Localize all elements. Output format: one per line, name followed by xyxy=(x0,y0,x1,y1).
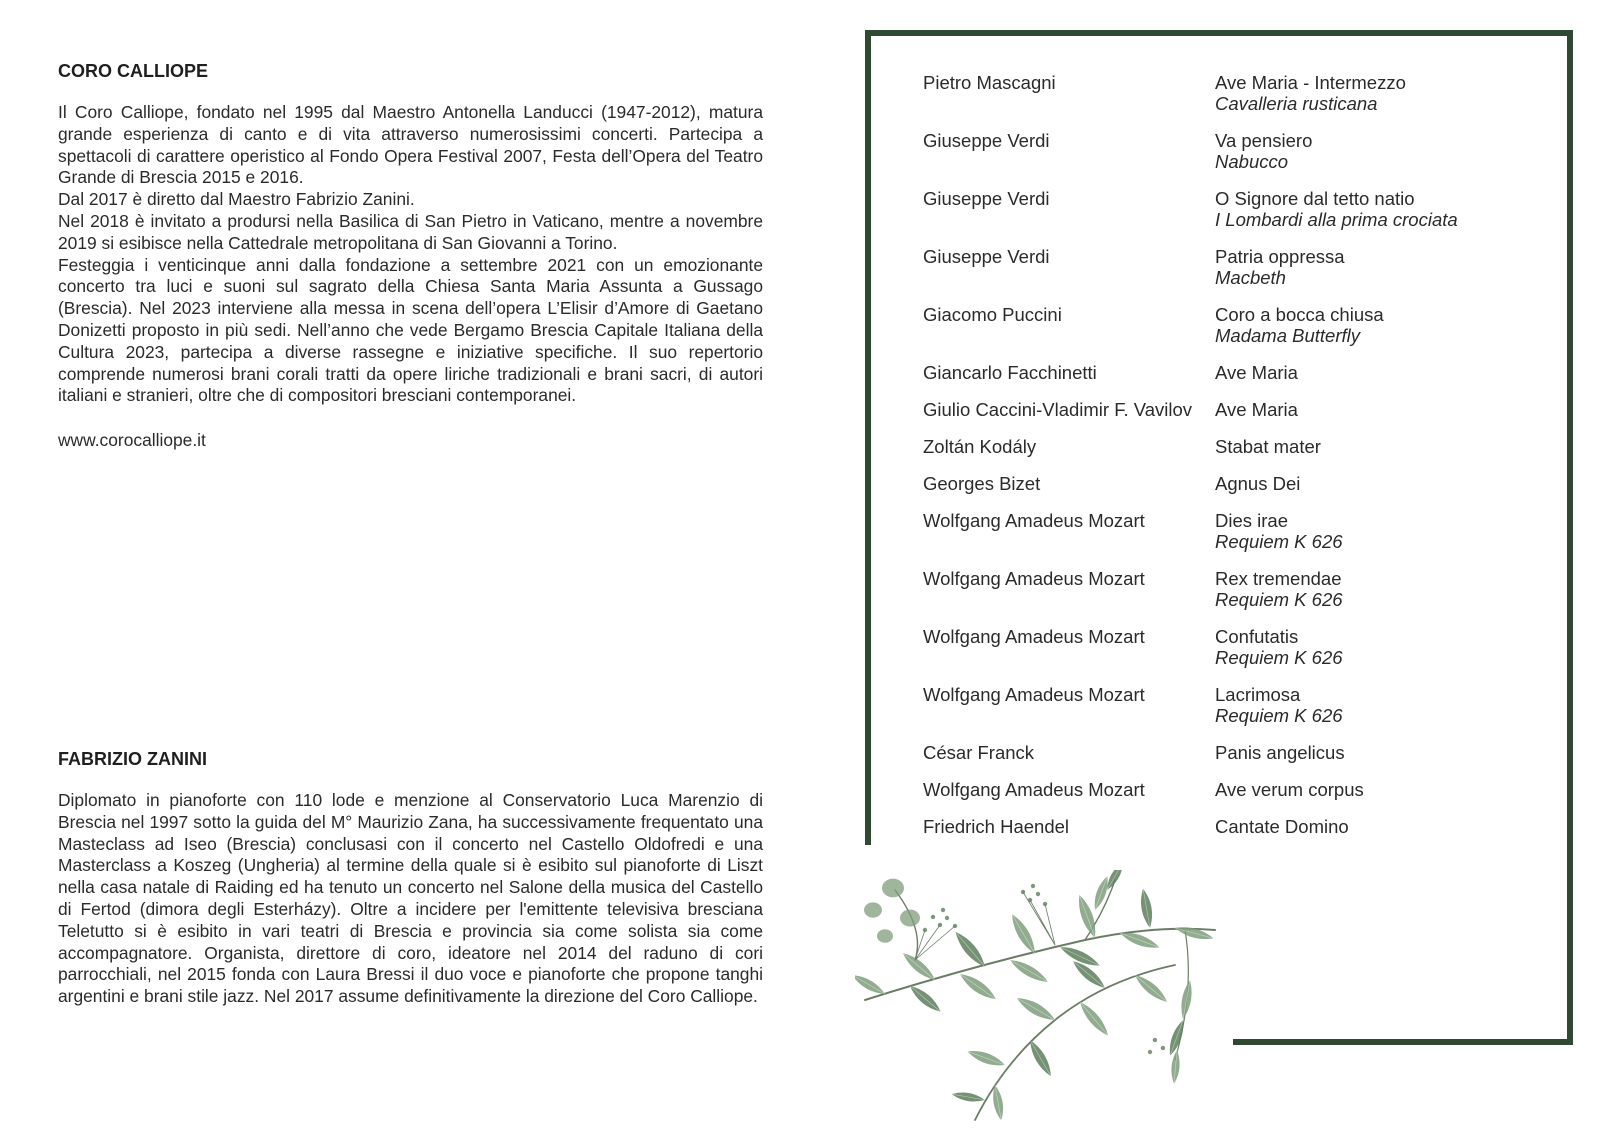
leaf-icon xyxy=(1132,971,1171,1006)
program-work-subtitle: Macbeth xyxy=(1215,267,1286,288)
program-row xyxy=(923,436,1563,457)
zanini-section xyxy=(58,748,763,1008)
leaf-icon xyxy=(1179,979,1195,1020)
program-work xyxy=(1215,362,1563,383)
program-row xyxy=(923,742,1563,763)
program-work xyxy=(1215,246,1563,288)
program-work-subtitle: Nabucco xyxy=(1215,151,1289,172)
program-work-title: Stabat mater xyxy=(1215,436,1321,457)
program-work-title: Va pensiero xyxy=(1215,130,1313,151)
zanini-biography: Diplomato in pianoforte con 110 lode e menzione al Conservatorio Luca Marenzio di Brescia nel 1997 sotto la guida del M° Maurizio Zana, ha successivamente frequentato una Masteclass ad Iseo (Brescia) conclusasi con il concerto nel Castello Oldofredi e una Masterclass a Koszeg (Ungheria) al termine della quale si è esibito sul pianoforte di Liszt nella casa natale di Raiding ed ha tenuto un concerto nel Salone della musica del Castello di Fertod (dimora degli Esterházy). Oltre a incidere per l'emittente televisiva bresciana Teletutto si è esibito in vari teatri di Brescia e provincia sia come solista sia come accompagnatore. Organista, direttore di coro, ideatore nel 2014 del raduno di cori parrocchiali, nel 2015 fonda con Laura Bressi il duo voce e pianoforte che propone tanghi argentini e brani stile jazz. Nel 2017 assume definitivamente la direzione del Coro Calliope. xyxy=(58,790,763,1007)
leaf-icon xyxy=(1026,1038,1056,1079)
program-work-title: Ave verum corpus xyxy=(1215,779,1364,800)
leaf-icon xyxy=(957,969,999,1003)
program-work xyxy=(1215,816,1563,837)
berry-icon xyxy=(1153,1038,1157,1042)
leaf-icon xyxy=(1014,993,1058,1025)
coro-paragraph: Nel 2018 è invitato a prodursi nella Basilica di San Pietro in Vaticano, mentre a novembre 2019 si esibisce nella Cattedrale metropolitana di San Giovanni a Torino. xyxy=(58,210,763,253)
program-work-title: O Signore dal tetto natio xyxy=(1215,188,1415,209)
round-leaf-icon xyxy=(900,910,920,927)
program-row xyxy=(923,188,1563,230)
program-work xyxy=(1215,473,1563,494)
leaf-icon xyxy=(1174,924,1215,943)
program-work-subtitle: Cavalleria rusticana xyxy=(1215,93,1378,114)
program-row xyxy=(923,779,1563,800)
program-work-title: Ave Maria - Intermezzo xyxy=(1215,72,1406,93)
coro-website: www.corocalliope.it xyxy=(58,430,206,451)
program-work-title: Coro a bocca chiusa xyxy=(1215,304,1384,325)
program-composer: Wolfgang Amadeus Mozart xyxy=(923,510,1145,531)
program-row xyxy=(923,130,1563,172)
program-row xyxy=(923,72,1563,114)
program-row xyxy=(923,684,1563,726)
program-work-subtitle: Requiem K 626 xyxy=(1215,531,1343,552)
berry-icon xyxy=(945,916,949,920)
program-composer: Giulio Caccini-Vladimir F. Vavilov xyxy=(923,399,1193,420)
program-work-subtitle: Requiem K 626 xyxy=(1215,705,1343,726)
program-composer: Wolfgang Amadeus Mozart xyxy=(923,568,1145,589)
leaf-icon xyxy=(966,1047,1007,1070)
round-leaf-icon xyxy=(864,902,882,917)
program-work xyxy=(1215,779,1563,800)
berry-icon xyxy=(1148,1050,1152,1054)
leaf-icon xyxy=(1170,1050,1181,1085)
program-work-title: Agnus Dei xyxy=(1215,473,1301,494)
program-composer: Zoltán Kodály xyxy=(923,436,1037,457)
berry-icon xyxy=(941,908,945,912)
twig-icon xyxy=(915,925,955,960)
eucalyptus-foliage-icon xyxy=(855,870,1235,1125)
program-work-title: Panis angelicus xyxy=(1215,742,1345,763)
leaf-icon xyxy=(951,1090,986,1104)
program-work xyxy=(1215,510,1563,552)
program-composer: César Franck xyxy=(923,742,1035,763)
program-row xyxy=(923,304,1563,346)
program-composer: Giancarlo Facchinetti xyxy=(923,362,1097,383)
coro-description xyxy=(58,102,763,407)
program-work xyxy=(1215,304,1563,346)
program-list xyxy=(923,72,1563,853)
berry-icon xyxy=(1031,884,1035,888)
berry-icon xyxy=(1036,892,1040,896)
program-composer: Giuseppe Verdi xyxy=(923,188,1050,209)
program-composer: Pietro Mascagni xyxy=(923,72,1056,93)
leaf-icon xyxy=(907,982,944,1015)
program-composer: Friedrich Haendel xyxy=(923,816,1070,837)
program-work xyxy=(1215,742,1563,763)
program-composer: Giuseppe Verdi xyxy=(923,246,1050,267)
program-work-subtitle: Madama Butterfly xyxy=(1215,325,1360,346)
program-row xyxy=(923,510,1563,552)
program-row xyxy=(923,568,1563,610)
leaf-icon xyxy=(1091,875,1112,912)
leaf-icon xyxy=(951,928,989,970)
coro-paragraph: Il Coro Calliope, fondato nel 1995 dal Maestro Antonella Landucci (1947-2012), matura grande esperienza di canto e di vita attraverso numerosissimi concerti. Partecipa a spettacoli di carattere operistico al Fondo Opera Festival 2007, Festa dell’Opera del Teatro Grande di Brescia 2015 e 2016. xyxy=(58,102,763,188)
program-work-subtitle: Requiem K 626 xyxy=(1215,647,1343,668)
program-row xyxy=(923,626,1563,668)
program-work-title: Cantate Domino xyxy=(1215,816,1349,837)
program-work xyxy=(1215,626,1563,668)
leaf-icon xyxy=(1008,956,1051,987)
program-work xyxy=(1215,130,1563,172)
program-row xyxy=(923,816,1563,837)
round-leaf-icon xyxy=(877,929,893,943)
program-work xyxy=(1215,684,1563,726)
program-work xyxy=(1215,568,1563,610)
berry-icon xyxy=(1161,1046,1165,1050)
program-work xyxy=(1215,399,1563,420)
coro-paragraph: Dal 2017 è diretto dal Maestro Fabrizio Zanini. xyxy=(58,189,415,210)
program-work xyxy=(1215,436,1563,457)
program-work-subtitle: Requiem K 626 xyxy=(1215,589,1343,610)
program-work-subtitle: I Lombardi alla prima crociata xyxy=(1215,209,1458,230)
program-work-title: Ave Maria xyxy=(1215,399,1298,420)
leaf-icon xyxy=(1138,888,1155,929)
program-composer: Wolfgang Amadeus Mozart xyxy=(923,779,1145,800)
zanini-title: FABRIZIO ZANINI xyxy=(58,749,207,769)
berry-icon xyxy=(931,915,935,919)
program-work-title: Dies irae xyxy=(1215,510,1288,531)
program-composer: Giacomo Puccini xyxy=(923,304,1062,325)
program-composer: Wolfgang Amadeus Mozart xyxy=(923,626,1145,647)
coro-section xyxy=(58,60,763,451)
program-work-title: Ave Maria xyxy=(1215,362,1298,383)
program-row xyxy=(923,473,1563,494)
program-row xyxy=(923,362,1563,383)
program-composer: Wolfgang Amadeus Mozart xyxy=(923,684,1145,705)
program-work-title: Patria oppressa xyxy=(1215,246,1345,267)
coro-paragraph: Festeggia i venticinque anni dalla fondazione a settembre 2021 con un emozionante concerto tra luci e suoni sul sagrato della Chiesa Santa Maria Assunta a Gussago (Brescia). Nel 2023 interviene alla messa in scena dell’opera L’Elisir d’Amore di Gaetano Donizetti proposto in più sedi. Nell’anno che vede Bergamo Brescia Capitale Italiana della Cultura 2023, partecipa a diverse rassegne e iniziative specifiche. Il suo repertorio comprende numerosi brani corali tratti da opere liriche tradizionali e brani sacri, di autori italiani e stranieri, oltre che di compositori bresciani contemporanei. xyxy=(58,254,763,406)
program-row xyxy=(923,246,1563,288)
program-row xyxy=(923,399,1563,420)
program-work-title: Rex tremendae xyxy=(1215,568,1342,589)
program-composer: Georges Bizet xyxy=(923,473,1041,494)
program-composer: Giuseppe Verdi xyxy=(923,130,1050,151)
program-work xyxy=(1215,188,1563,230)
leaf-icon xyxy=(1076,999,1112,1039)
program-work-title: Lacrimosa xyxy=(1215,684,1301,705)
coro-title: CORO CALLIOPE xyxy=(58,61,209,81)
round-leaf-icon xyxy=(882,879,904,898)
leaf-icon xyxy=(1007,911,1040,956)
program-work-title: Confutatis xyxy=(1215,626,1299,647)
program-work xyxy=(1215,72,1563,114)
